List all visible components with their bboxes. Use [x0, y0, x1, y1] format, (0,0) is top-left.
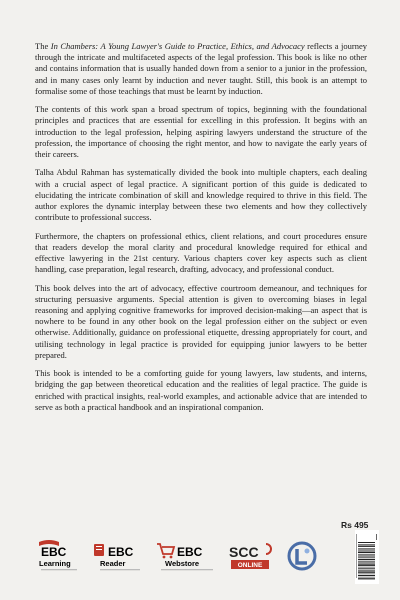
ebc-learning-brand: EBC — [41, 545, 67, 559]
blurb-paragraph-6: This book is intended to be a comforting guide for young lawyers, law students, and interns, bridging the gap between theoretical education and the realities of legal practice. The guide is enriched with practical insights, real-world examples, and actionable advice that are intended to serve as both a practical handbook and an inspirational companion. — [35, 368, 367, 412]
isbn-barcode — [355, 530, 379, 584]
ebc-webstore-logo — [155, 538, 221, 578]
ebc-learning-sub: Learning — [39, 559, 71, 568]
ebc-reader-logo — [92, 538, 152, 578]
blurb-paragraph-3: Talha Abdul Rahman has systematically divided the book into multiple chapters, each dealing with a crucial aspect of legal practice. A significant portion of this guide is dedicated to elucidating the intricate combination of skill and knowledge required to thrive in this field. The author explores the dynamic interplay between these two elements and how they collectively contribute to professional success. — [35, 167, 367, 223]
book-title: In Chambers: A Young Lawyer's Guide to Practice, Ethics, and Advocacy — [50, 41, 305, 51]
ebc-learning-logo — [37, 538, 87, 578]
back-cover-blurb — [35, 41, 367, 420]
scc-online-icon — [226, 538, 278, 578]
blurb-paragraph-4: Furthermore, the chapters on professional ethics, client relations, and court procedures ensure that readers develop the moral clarity and procedural knowledge required for ethical and effective lawyering in the 21st century. Various chapters cover key aspects such as client handling, case preparation, legal research, drafting, advocacy, and professional conduct. — [35, 230, 367, 275]
blurb-paragraph-1: The In Chambers: A Young Lawyer's Guide to Practice, Ethics, and Advocacy reflects a journey through the intricate and multifaceted aspects of the legal profession. This book is like no other and contains information that is usually handed down from a senior to a junior in the profession, and in many cases only learnt by induction and never taught. Still, this book is an attempt to formalise some of those teachings that must be learnt by induction. — [35, 41, 367, 96]
ebc-webstore-icon — [155, 538, 221, 578]
ebc-reader-sub: Reader — [100, 559, 126, 568]
barcode-icon — [355, 530, 379, 584]
ebc-webstore-sub: Webstore — [165, 559, 200, 568]
emblem-logo — [286, 538, 320, 578]
publisher-logos — [0, 538, 400, 588]
scc-online-logo — [226, 538, 278, 578]
blurb-paragraph-5: This book delves into the art of advocacy, effective courtroom demeanour, and techniques for structuring persuasive arguments. Special attention is given to overcoming biases in legal reasoning and applying cognitive frameworks for improved decision-making—an aspect that is nowhere to be found in any other book on the legal profession either on the subject or even otherwise. Additionally, guidance on professional etiquette, dressing appropriately for court, and utilising technology in legal practice is provided for equipping junior lawyers to be better prepared. — [35, 282, 367, 360]
ebc-reader-brand: EBC — [108, 545, 134, 559]
scc-brand: SCC — [229, 544, 259, 560]
scc-online-sub: ONLINE — [237, 562, 263, 569]
ebc-reader-icon — [92, 538, 152, 578]
emblem-icon — [286, 538, 320, 578]
price-label: Rs 495 — [341, 520, 369, 530]
ebc-learning-icon — [37, 538, 87, 578]
ebc-webstore-brand: EBC — [177, 545, 203, 559]
blurb-paragraph-2: The contents of this work span a broad spectrum of topics, beginning with the foundational principles and practices that are essential for excelling in this profession. It begins with an introduction to the legal profession, helping aspiring lawyers understand the structure of the profession, the importance of choosing the right mentor, and how to navigate the early years of their careers. — [35, 104, 367, 160]
